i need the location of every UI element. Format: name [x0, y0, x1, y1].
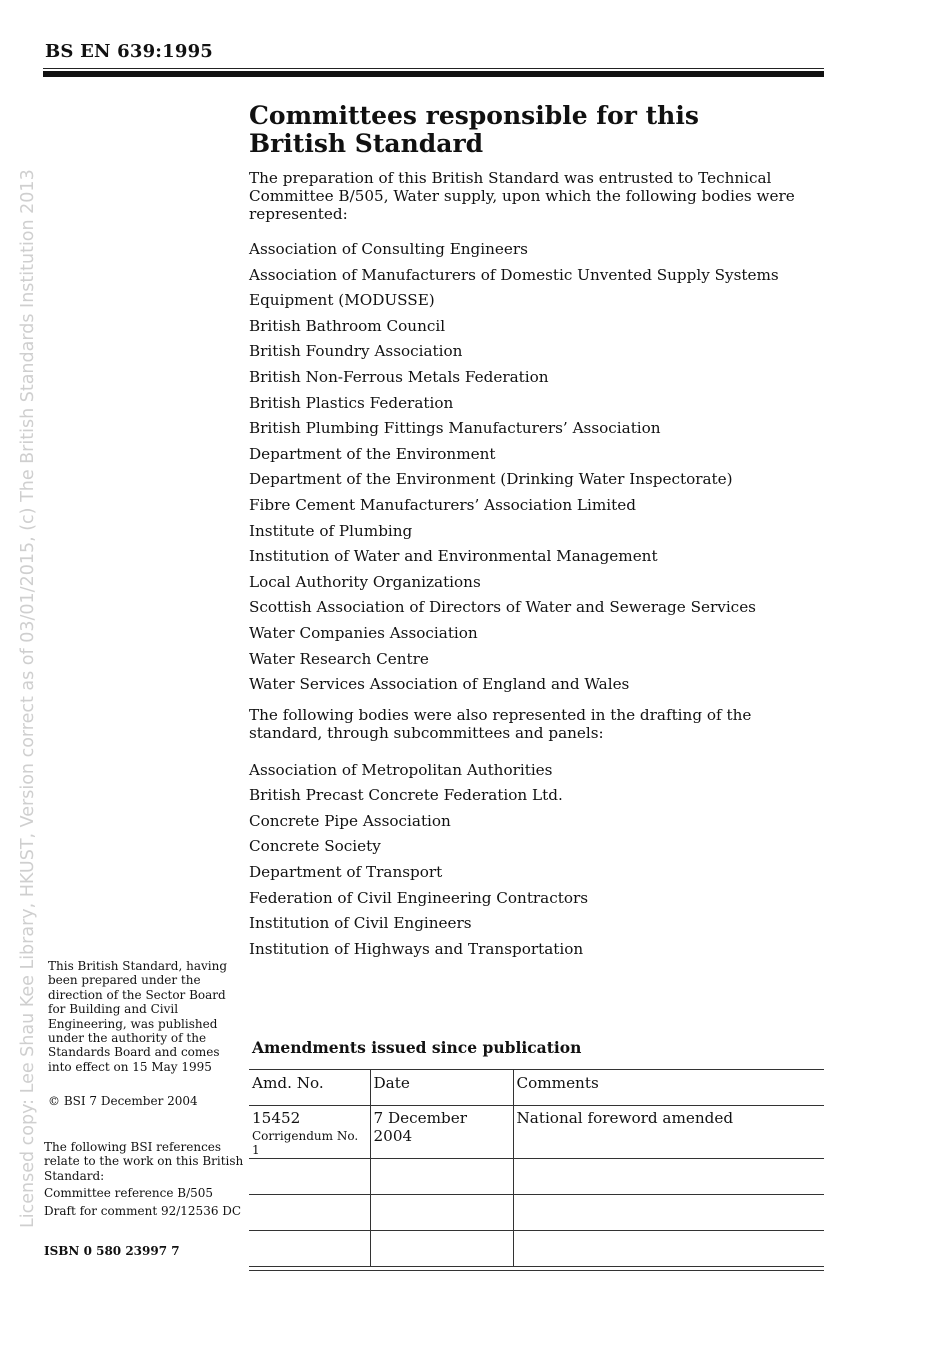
header-rule-thick — [43, 71, 824, 77]
list-item: British Foundry Association — [249, 342, 463, 361]
amendments-table — [249, 1069, 824, 1267]
amd-comments-cell: National foreword amended — [513, 1106, 824, 1159]
empty-cell — [513, 1195, 824, 1231]
list-item: Department of the Environment (Drinking Water Inspectorate) — [249, 470, 733, 489]
list-item: Concrete Society — [249, 837, 381, 856]
header-date: Date — [370, 1070, 513, 1106]
list-item: Fibre Cement Manufacturers’ Association Limited — [249, 495, 636, 514]
section-title-line-2: British Standard — [249, 129, 484, 158]
empty-cell — [249, 1159, 370, 1195]
list-item: Federation of Civil Engineering Contractors — [249, 888, 589, 907]
amd-date-cell: 7 December 2004 — [370, 1106, 513, 1159]
list-item: Institution of Civil Engineers — [249, 914, 472, 933]
empty-cell — [249, 1231, 370, 1267]
amd-no-cell — [249, 1106, 370, 1159]
license-watermark: Licensed copy: Lee Shau Kee Library, HKUST, Version correct as of 03/01/2015, (c) The British Standards Institution 2013 — [18, 169, 38, 1228]
list-item: Association of Consulting Engineers — [249, 240, 528, 258]
publication-note: This British Standard, having been prepared under the direction of the Sector Board for Building and Civil Engineering, was published under the authority of the Standards Board and comes into effect on 15 May 1995 — [48, 959, 228, 1074]
footer-rule — [249, 1270, 824, 1271]
subcommittee-paragraph: The following bodies were also represented in the drafting of the standard, through subcommittees and panels: — [249, 705, 752, 742]
draft-reference: Draft for comment 92/12536 DC — [44, 1203, 242, 1218]
standard-id: BS EN 639:1995 — [45, 41, 214, 62]
list-item: Equipment (MODUSSE) — [249, 291, 435, 310]
empty-cell — [370, 1159, 513, 1195]
list-item: Scottish Association of Directors of Water and Sewerage Services — [249, 598, 756, 617]
header-amd-no: Amd. No. — [249, 1070, 370, 1106]
committees-section — [249, 102, 829, 962]
list-item: Institution of Water and Environmental Management — [249, 547, 658, 566]
empty-cell — [513, 1231, 824, 1267]
list-item: Local Authority Organizations — [249, 572, 481, 591]
copyright-note: © BSI 7 December 2004 — [48, 1094, 198, 1108]
table-row — [249, 1231, 824, 1267]
empty-cell — [249, 1195, 370, 1231]
amendments-header-row — [249, 1070, 824, 1106]
bsi-references — [44, 1140, 244, 1218]
amd-number: 15452 — [252, 1109, 301, 1127]
amendments-title: Amendments issued since publication — [252, 1038, 582, 1057]
list-item: Department of Transport — [249, 863, 443, 882]
represented-bodies-list — [249, 237, 829, 698]
list-item: Concrete Pipe Association — [249, 811, 451, 830]
table-row — [249, 1159, 824, 1195]
list-item: Water Companies Association — [249, 623, 478, 642]
header-rule-thin — [43, 68, 824, 69]
empty-cell — [513, 1159, 824, 1195]
empty-cell — [370, 1195, 513, 1231]
list-item: Association of Manufacturers of Domestic Unvented Supply Systems — [249, 265, 779, 284]
list-item: Association of Metropolitan Authorities — [249, 760, 553, 779]
list-item: British Bathroom Council — [249, 316, 446, 335]
empty-cell — [370, 1231, 513, 1267]
intro-paragraph: The preparation of this British Standard was entrusted to Technical Committee B/505, Water supply, upon which the following bodies were represented: — [249, 169, 795, 223]
table-row — [249, 1195, 824, 1231]
list-item: British Precast Concrete Federation Ltd. — [249, 786, 563, 805]
subcommittee-bodies-list — [249, 758, 829, 963]
header-comments: Comments — [513, 1070, 824, 1106]
list-item: Water Research Centre — [249, 649, 429, 668]
amd-note: Corrigendum No. 1 — [252, 1129, 359, 1157]
list-item: British Plumbing Fittings Manufacturers’ Association — [249, 419, 661, 438]
list-item: British Plastics Federation — [249, 393, 454, 412]
list-item: Institution of Highways and Transportation — [249, 939, 584, 958]
table-row — [249, 1106, 824, 1159]
isbn: ISBN 0 580 23997 7 — [44, 1244, 180, 1258]
references-intro: The following BSI references relate to the work on this British Standard: — [44, 1140, 244, 1183]
list-item: Department of the Environment — [249, 444, 496, 463]
section-title — [249, 102, 829, 158]
list-item: British Non-Ferrous Metals Federation — [249, 367, 549, 386]
section-title-line-1: Committees responsible for this — [249, 101, 699, 130]
committee-reference: Committee reference B/505 — [44, 1186, 214, 1201]
list-item: Water Services Association of England and Wales — [249, 675, 630, 694]
list-item: Institute of Plumbing — [249, 521, 413, 540]
